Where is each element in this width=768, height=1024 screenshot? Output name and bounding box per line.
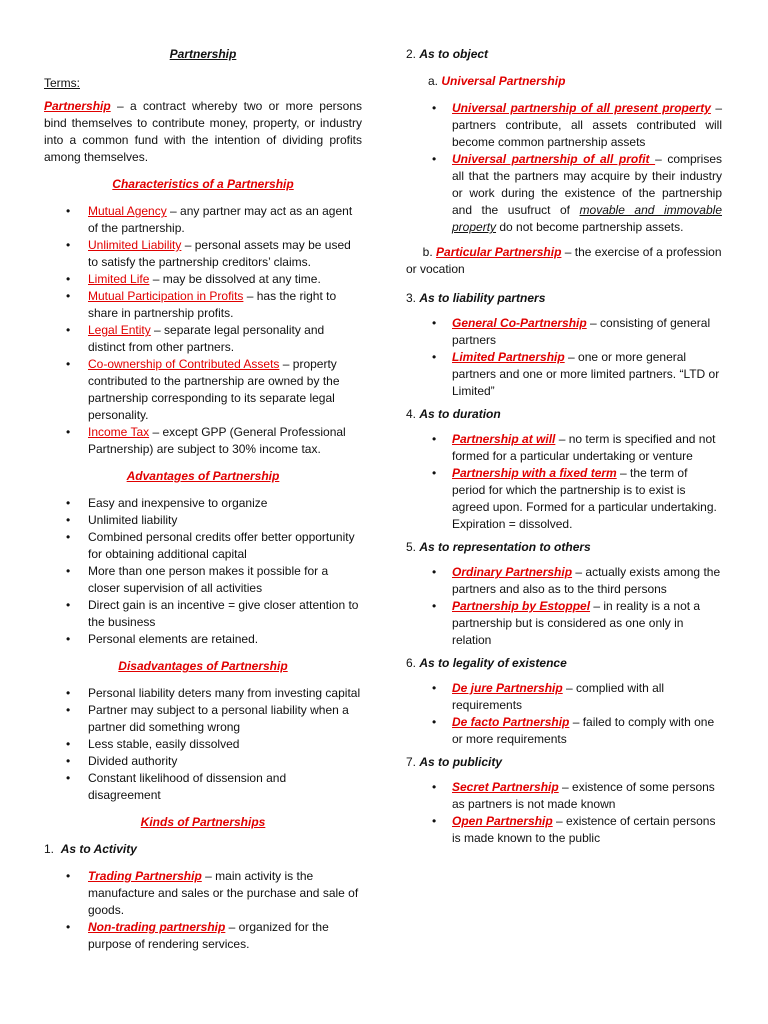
list-item xyxy=(406,813,722,847)
list-item xyxy=(406,349,722,400)
section-object xyxy=(406,46,722,63)
section-publicity xyxy=(406,754,722,771)
item-text: – existence of certain persons is made known to the public xyxy=(452,814,716,845)
page-title: Partnership xyxy=(169,47,237,61)
list-item xyxy=(44,424,362,458)
item-text: – complied with all requirements xyxy=(452,681,665,712)
list-item: • Partner may subject to a personal liability when a partner did something wrong xyxy=(44,702,362,736)
item-term: Partnership at will xyxy=(452,432,556,446)
item-text: do not become partnership assets. xyxy=(496,220,684,234)
section-label: As to object xyxy=(419,47,489,61)
subsection-label: Particular Partnership xyxy=(436,245,562,259)
item-text: – in reality is a not a partnership but is considered as one only in relation xyxy=(452,599,701,647)
item-term: Income Tax xyxy=(88,425,150,439)
item-text: – one or more general partners and one or more limited partners. “LTD or Limited” xyxy=(452,350,720,398)
list-item xyxy=(406,680,722,714)
item-term: Limited Life xyxy=(88,272,150,286)
item-term: Partnership with a fixed term xyxy=(452,466,617,480)
item-text: – failed to comply with one or more requirements xyxy=(452,715,715,746)
list-item xyxy=(44,271,362,288)
item-term: Legal Entity xyxy=(88,323,151,337)
list-item: • Divided authority xyxy=(44,753,362,770)
item-text: – may be dissolved at any time. xyxy=(149,272,321,286)
section-number: 7. xyxy=(406,755,417,769)
list-item: • Constant likelihood of dissension and disagreement xyxy=(44,770,362,804)
item-term: Ordinary Partnership xyxy=(452,565,573,579)
duration-list xyxy=(406,431,722,533)
list-item xyxy=(406,564,722,598)
item-term: General Co-Partnership xyxy=(452,316,587,330)
item-text: – comprises all that the partners may acquire by their industry or work during the existence of the partnership and the usufruct of xyxy=(452,152,722,217)
subsection-particular xyxy=(406,244,722,278)
item-term: Mutual Participation in Profits xyxy=(88,289,244,303)
list-item xyxy=(406,151,722,236)
section-label: As to liability partners xyxy=(419,291,546,305)
item-term: Trading Partnership xyxy=(88,869,202,883)
section-representation xyxy=(406,539,722,556)
representation-list xyxy=(406,564,722,649)
item-term: De facto Partnership xyxy=(452,715,570,729)
item-term: De jure Partnership xyxy=(452,681,563,695)
section-number: 5. xyxy=(406,540,417,554)
list-item xyxy=(406,779,722,813)
disadvantages-list xyxy=(44,685,362,804)
item-term: Co-ownership of Contributed Assets xyxy=(88,357,280,371)
section-label: As to duration xyxy=(419,407,501,421)
list-item xyxy=(406,100,722,151)
list-item xyxy=(406,315,722,349)
item-term: Non-trading partnership xyxy=(88,920,226,934)
item-term: Open Partnership xyxy=(452,814,553,828)
list-item xyxy=(44,356,362,424)
item-text: – except GPP (General Professional Partnership) are subject to 30% income tax. xyxy=(88,425,346,456)
publicity-list xyxy=(406,779,722,847)
section-number: 6. xyxy=(406,656,417,670)
list-item: • Less stable, easily dissolved xyxy=(44,736,362,753)
list-item xyxy=(44,237,362,271)
list-item: • Unlimited liability xyxy=(44,512,362,529)
list-item: • Personal elements are retained. xyxy=(44,631,362,648)
characteristics-list xyxy=(44,203,362,458)
item-text: – actually exists among the partners and also as to the third persons xyxy=(452,565,721,596)
item-text: – has the right to share in partnership profits. xyxy=(88,289,337,320)
list-item xyxy=(406,598,722,649)
list-item xyxy=(406,714,722,748)
advantages-list xyxy=(44,495,362,648)
item-term: Unlimited Liability xyxy=(88,238,182,252)
list-item xyxy=(44,203,362,237)
characteristics-heading: Characteristics of a Partnership xyxy=(112,177,294,191)
item-text: – no term is specified and not formed for a particular undertaking or venture xyxy=(452,432,716,463)
section-number: 2. xyxy=(406,47,417,61)
liability-list xyxy=(406,315,722,400)
list-item xyxy=(406,465,722,533)
definition-paragraph xyxy=(44,98,362,166)
list-item xyxy=(44,868,362,919)
item-text: – consisting of general partners xyxy=(452,316,711,347)
definition-text: – a contract whereby two or more persons bind themselves to contribute money, property, or industry into a common fund with the intention of dividing profits among themselves. xyxy=(44,99,362,164)
subsection-label: Universal Partnership xyxy=(441,74,566,88)
section-number: 4. xyxy=(406,407,417,421)
item-text: – separate legal personality and distinct from other partners. xyxy=(88,323,325,354)
kinds-heading: Kinds of Partnerships xyxy=(140,815,266,829)
section-label: As to legality of existence xyxy=(419,656,567,670)
list-item xyxy=(406,431,722,465)
section-label: As to Activity xyxy=(60,842,137,856)
list-item xyxy=(44,919,362,953)
definition-term: Partnership xyxy=(44,99,111,113)
section-label: As to representation to others xyxy=(419,540,591,554)
section-number: 1. xyxy=(44,842,55,856)
item-text: – main activity is the manufacture and sales or the purchase and sale of goods. xyxy=(88,869,359,917)
item-emphasis: movable and immovable property xyxy=(452,203,722,234)
list-item xyxy=(44,322,362,356)
section-liability xyxy=(406,290,722,307)
item-text: – any partner may act as an agent of the partnership. xyxy=(88,204,353,235)
item-term: Mutual Agency xyxy=(88,204,167,218)
subsection-letter: b. xyxy=(422,245,433,259)
item-text: – existence of some persons as partners is not made known xyxy=(452,780,715,811)
subsection-letter: a. xyxy=(428,74,439,88)
section-legality xyxy=(406,655,722,672)
item-term: Partnership by Estoppel xyxy=(452,599,591,613)
advantages-heading: Advantages of Partnership xyxy=(126,469,280,483)
item-term: Secret Partnership xyxy=(452,780,559,794)
item-text: – organized for the purpose of rendering services. xyxy=(88,920,329,951)
subsection-universal xyxy=(428,73,722,90)
list-item: • Personal liability deters many from investing capital xyxy=(44,685,362,702)
list-item: • More than one person makes it possible for a closer supervision of all activities xyxy=(44,563,362,597)
item-text: – the exercise of a profession or vocation xyxy=(406,245,722,276)
item-text: – partners contribute, all assets contributed will become common partnership assets xyxy=(452,101,722,149)
item-text: – personal assets may be used to satisfy the partnership creditors’ claims. xyxy=(88,238,351,269)
universal-list xyxy=(406,100,722,236)
item-term: Universal partnership of all profit xyxy=(452,152,656,166)
left-column xyxy=(44,42,362,959)
activity-list xyxy=(44,868,362,953)
list-item xyxy=(44,288,362,322)
section-label: As to publicity xyxy=(419,755,503,769)
section-activity xyxy=(44,841,362,858)
terms-label: Terms: xyxy=(44,76,80,90)
list-item: • Easy and inexpensive to organize xyxy=(44,495,362,512)
item-term: Universal partnership of all present property xyxy=(452,101,711,115)
item-text: – the term of period for which the partnership is to exist is agreed upon. Formed for a particular undertaking. Expiration = dissolved. xyxy=(452,466,717,531)
section-duration xyxy=(406,406,722,423)
item-text: – property contributed to the partnership are owned by the partnership corresponding to its separate legal personality. xyxy=(88,357,340,422)
list-item: • Direct gain is an incentive = give closer attention to the business xyxy=(44,597,362,631)
legality-list xyxy=(406,680,722,748)
item-term: Limited Partnership xyxy=(452,350,565,364)
section-number: 3. xyxy=(406,291,417,305)
right-column xyxy=(406,42,722,853)
disadvantages-heading: Disadvantages of Partnership xyxy=(118,659,288,673)
list-item: • Combined personal credits offer better opportunity for obtaining additional capital xyxy=(44,529,362,563)
